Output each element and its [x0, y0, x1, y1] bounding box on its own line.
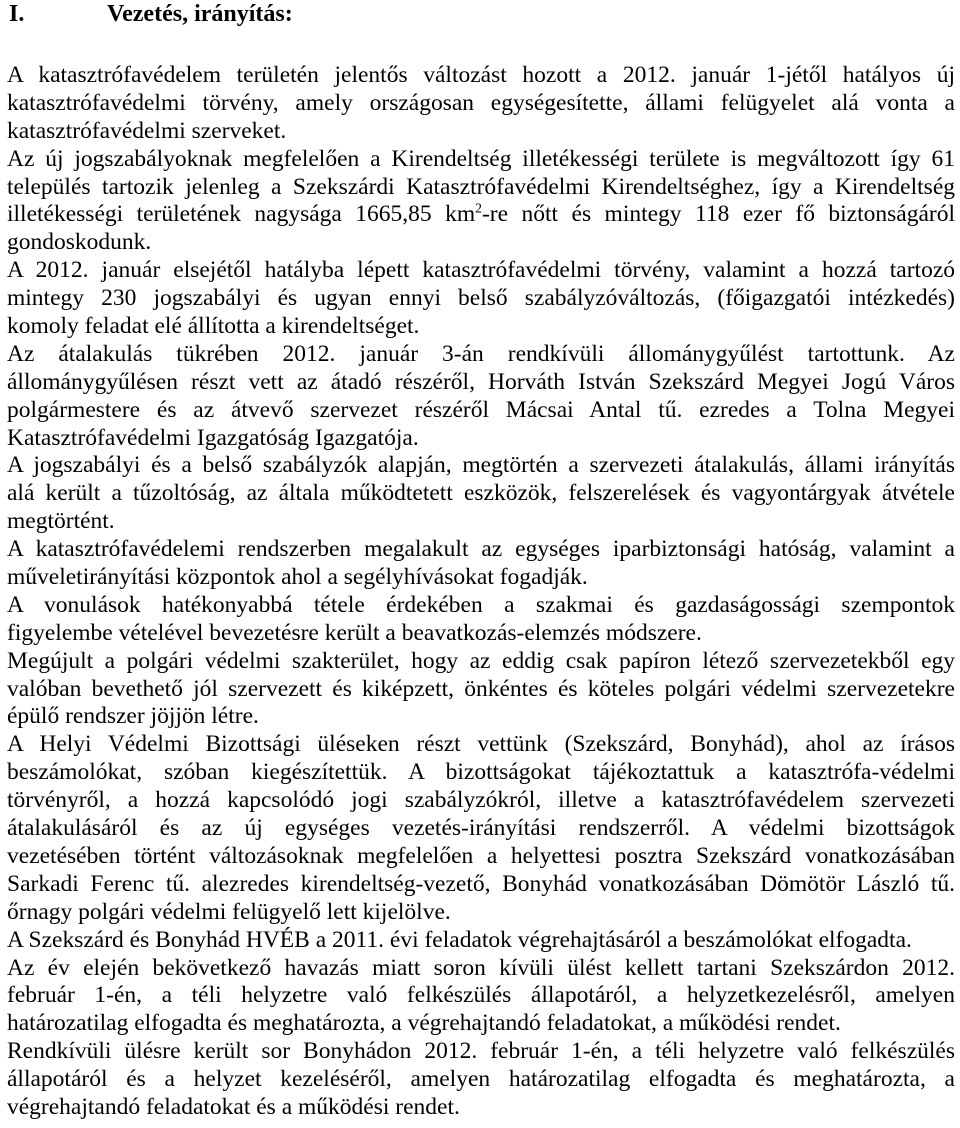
- line-text: -re nőtt és mintegy 118 ezer fő biztonságáról: [481, 201, 955, 228]
- paragraph-line: Az év elején bekövetkező havazás miatt soron kívüli ülést kellett tartani Szekszárdon 2012.: [7, 954, 955, 981]
- paragraph-line: Katasztrófavédelmi Igazgatóság Igazgatója.: [7, 424, 419, 451]
- paragraph: [7, 452, 955, 536]
- paragraph-line: végrehajtandó feladatokat és a működési rendet.: [7, 1093, 460, 1120]
- section-title: Vezetés, irányítás:: [107, 1, 293, 27]
- paragraph-line: A Helyi Védelmi Bizottsági üléseken részt vettünk (Szekszárd, Bonyhád), ahol az írásos: [7, 731, 955, 758]
- paragraph: [7, 648, 955, 732]
- paragraph-line: műveletirányítási központok ahol a segélyhívásokat fogadják.: [7, 564, 588, 591]
- paragraph: [7, 341, 955, 453]
- paragraph-line: Az új jogszabályoknak megfelelően a Kirendeltség illetékességi területe is megváltozott így 61: [7, 145, 955, 172]
- paragraph-line: alá került a tűzoltóság, az általa működtetett eszközök, felszerelések és vagyontárgyak átvétele: [7, 480, 955, 507]
- paragraph-line: épülő rendszer jöjjön létre.: [7, 703, 259, 730]
- paragraph: [7, 927, 955, 955]
- paragraph-line: figyelembe vételével bevezetésre került a beavatkozás-elemzés módszere.: [7, 619, 702, 646]
- paragraph: [7, 955, 955, 1039]
- paragraph-line: mintegy 230 jogszabályi és ugyan ennyi belső szabályzóváltozás, (főigazgatói intézkedés): [7, 285, 955, 312]
- section-number: I.: [9, 1, 25, 27]
- paragraph-line: valóban bevethető jól szervezett és kiképzett, önkéntes és köteles polgári védelmi szervezetekre: [7, 675, 955, 702]
- paragraph-line: beszámolókat, szóban kiegészítettük. A bizottságokat tájékoztattuk a katasztrófa-védelmi: [7, 759, 955, 786]
- paragraph-line: törvényről, a hozzá kapcsolódó jogi szabályzókról, illetve a katasztrófavédelem szervezeti: [7, 787, 955, 814]
- paragraph-line: átalakulásáról és az új egységes vezetés-irányítási rendszerről. A védelmi bizottságok: [7, 815, 955, 842]
- paragraph-line: Rendkívüli ülésre került sor Bonyhádon 2012. február 1-én, a téli helyzetre való felkészülés: [7, 1038, 955, 1065]
- paragraph-line: katasztrófavédelmi törvény, amely országosan egységesítette, állami felügyelet alá vonta a: [7, 89, 955, 116]
- paragraph-line: A jogszabályi és a belső szabályzók alapján, megtörtén a szervezeti átalakulás, állami irányítás: [7, 452, 955, 479]
- paragraph-line: Megújult a polgári védelmi szakterület, hogy az eddig csak papíron létező szervezetekből egy: [7, 647, 955, 674]
- paragraph: [7, 62, 955, 146]
- paragraph-line: A Szekszárd és Bonyhád HVÉB a 2011. évi feladatok végrehajtásáról a beszámolókat elfogadta.: [7, 926, 912, 953]
- paragraph-line: gondoskodunk.: [7, 229, 152, 256]
- paragraph-line: állapotáról és a helyzet kezeléséről, amelyen határozatilag elfogadta és meghatározta, a: [7, 1066, 955, 1093]
- paragraph: [7, 731, 955, 926]
- paragraph-line: A katasztrófavédelem területén jelentős változást hozott a 2012. január 1-jétől hatályos új: [7, 62, 955, 88]
- paragraph-line: A vonulások hatékonyabbá tétele érdekében a szakmai és gazdaságossági szempontok: [7, 591, 955, 618]
- paragraph: [7, 1038, 955, 1122]
- paragraph: [7, 592, 955, 648]
- paragraph-line: A 2012. január elsejétől hatályba lépett katasztrófavédelmi törvény, valamint a hozzá tartozó: [7, 257, 955, 284]
- paragraph-line: polgármestere és az átvevő szervezet részéről Mácsai Antal tű. ezredes a Tolna Megyei: [7, 396, 955, 423]
- paragraph-line: katasztrófavédelmi szerveket.: [7, 117, 287, 144]
- paragraph-line: megtörtént.: [7, 508, 115, 535]
- paragraph-line: február 1-én, a téli helyzetre való felkészülés állapotáról, a helyzetkezelésről, amelyen: [7, 982, 955, 1009]
- paragraph: [7, 146, 955, 258]
- paragraph-line: vezetésében történt változásoknak megfelelően a helyettesi posztra Szekszárd vonatkozásában: [7, 842, 955, 869]
- paragraph-line: állománygyűlésen részt vett az átadó részéről, Horváth István Szekszárd Megyei Jogú Város: [7, 368, 955, 395]
- paragraph-line: Az átalakulás tükrében 2012. január 3-án rendkívüli állománygyűlést tartottunk. Az: [7, 340, 955, 367]
- paragraph: [7, 257, 955, 341]
- section-heading: [7, 0, 955, 28]
- paragraph-line: A katasztrófavédelemi rendszerben megalakult az egységes iparbiztonsági hatóság, valamint a: [7, 536, 955, 563]
- paragraph-line: határozatilag elfogadta és meghatározta, a végrehajtandó feladatokat, a működési rendet.: [7, 1010, 841, 1037]
- paragraph: [7, 536, 955, 592]
- line-text: illetékességi területének nagysága 1665,85 km: [7, 201, 476, 228]
- paragraph-line: őrnagy polgári védelmi felügyelő lett kijelölve.: [7, 898, 451, 925]
- superscript-exponent: 2: [475, 201, 482, 217]
- paragraph-line: Sarkadi Ferenc tű. alezredes kirendeltség-vezető, Bonyhád vonatkozásában Dömötör László tű.: [7, 870, 955, 897]
- paragraph-line: komoly feladat elé állította a kirendeltséget.: [7, 313, 420, 340]
- paragraph-line: [7, 201, 955, 229]
- paragraph-line: település tartozik jelenleg a Szekszárdi Katasztrófavédelmi Kirendeltséghez, így a Kirendeltség: [7, 173, 955, 200]
